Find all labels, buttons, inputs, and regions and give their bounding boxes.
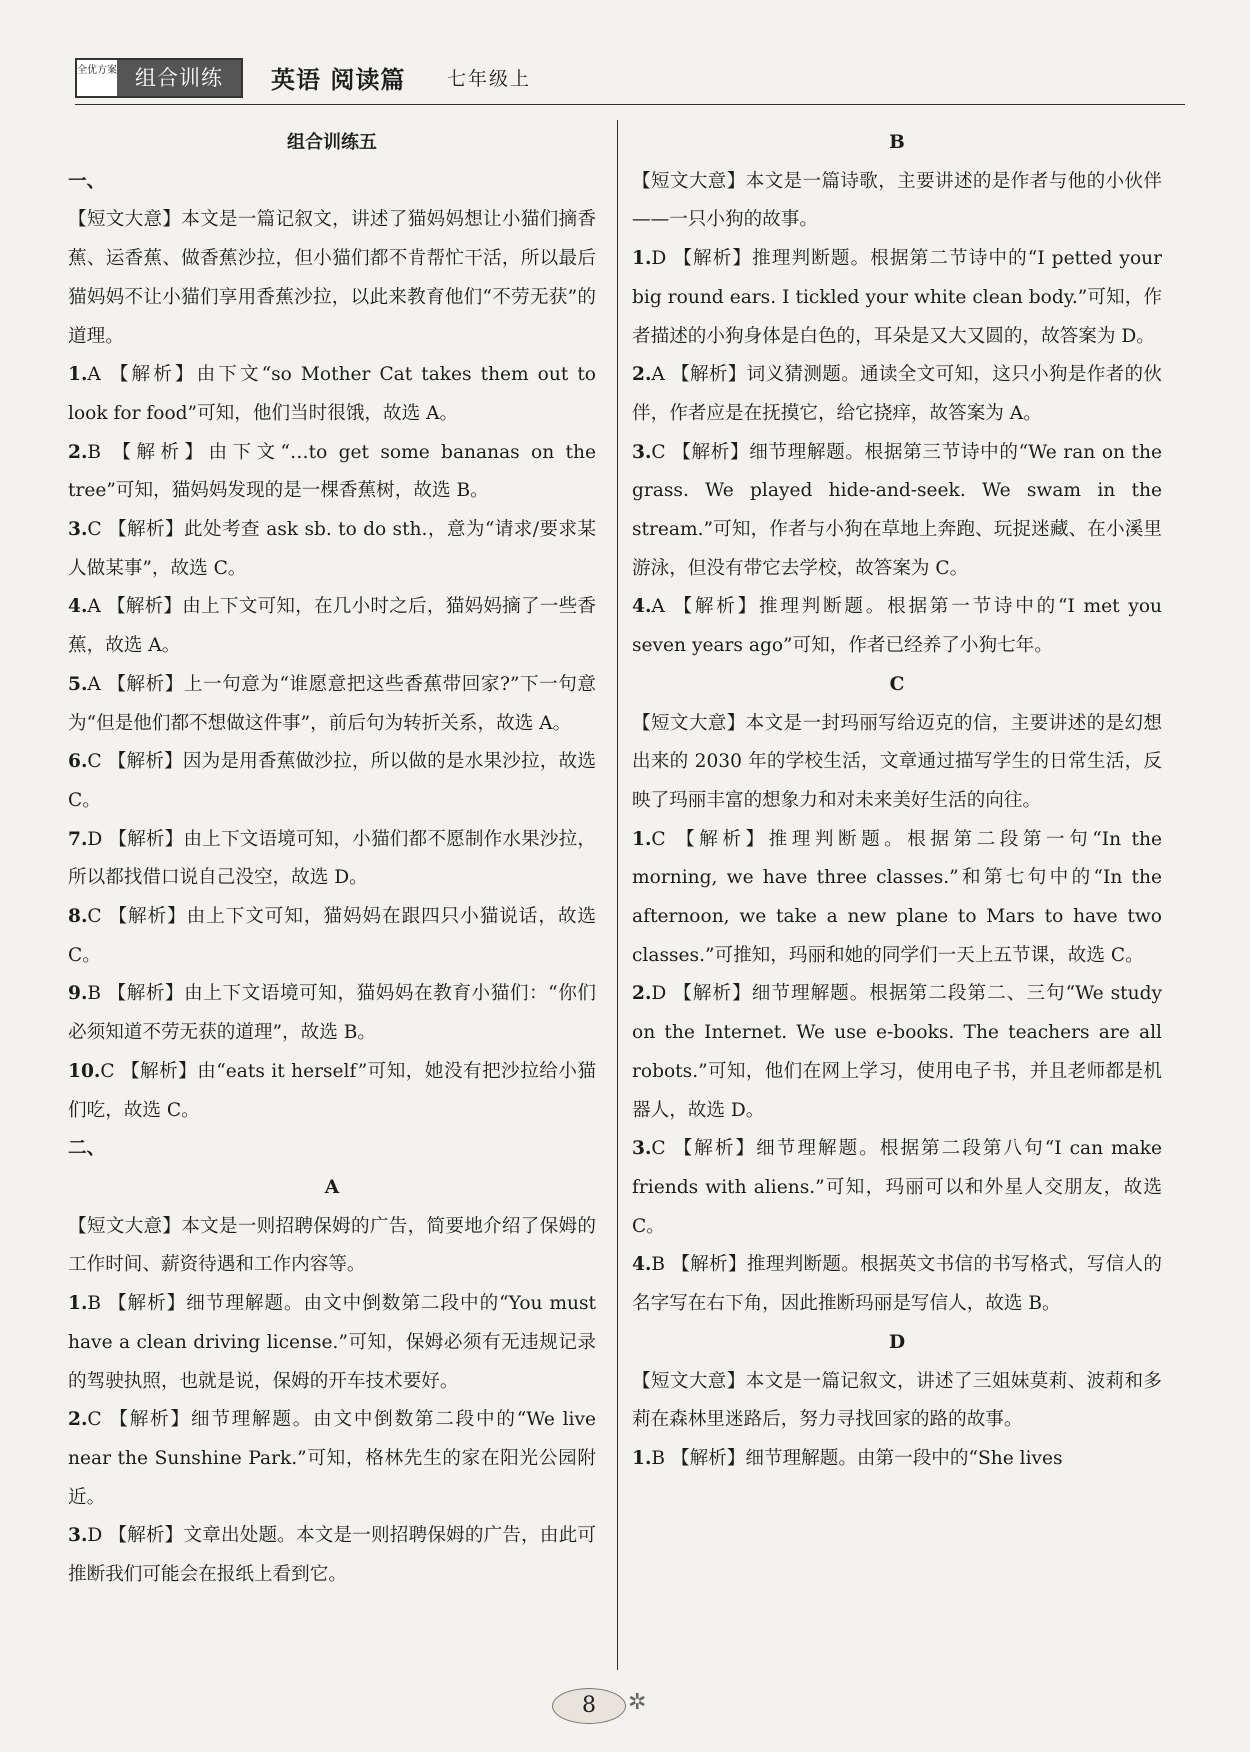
answer-number: 4. [68,596,88,618]
page-number: 8 [552,1688,626,1724]
answer-text: C 【解析】细节理解题。根据第二段第八句“I can make friends with aliens.”可知，玛丽可以和外星人交朋友，故选 C。 [632,1138,1162,1237]
answer-item [632,1246,1162,1323]
answer-list [68,1285,596,1595]
answer-item [68,1401,596,1517]
answer-item [632,1440,1162,1479]
answer-text: C 【解析】因为是用香蕉做沙拉，所以做的是水果沙拉，故选 C。 [68,751,596,811]
answer-item [68,975,596,1052]
answer-text: D 【解析】细节理解题。根据第二段第二、三句“We study on the Internet. We use e-books. The teachers are all robots.”可知，他们在网上学习，使用电子书，并且老师都是机器人，故选 D。 [632,983,1162,1121]
palm-tree-icon: ✲ [628,1690,647,1715]
badge-small-text: 全优方案 [77,60,117,96]
answer-text: A 【解析】词义猜测题。通读全文可知，这只小狗是作者的伙伴，作者应是在抚摸它，给它挠痒，故答案为 A。 [632,364,1162,424]
answer-text: A 【解析】由下文“so Mother Cat takes them out to look for food”可知，他们当时很饿，故选 A。 [68,364,596,424]
answer-text: B 【解析】由上下文语境可知，猫妈妈在教育小猫们：“你们必须知道不劳无获的道理”，故选 B。 [68,983,596,1044]
answer-number: 10. [68,1060,101,1082]
answer-item [632,434,1162,589]
answer-text: B 【解析】由下文“…to get some bananas on the tree”可知，猫妈妈发现的是一棵香蕉树，故选 B。 [68,441,596,502]
right-column [632,124,1162,1479]
answer-text: C 【解析】细节理解题。根据第三节诗中的“We ran on the grass. We played hide-and-seek. We swam in the stream.”可知，作者与小狗在草地上奔跑、玩捉迷藏、在小溪里游泳，但没有带它去学校，故答案为 C。 [632,441,1162,579]
answer-number: 3. [68,1525,88,1547]
answer-text: D 【解析】推理判断题。根据第二节诗中的“I petted your big round ears. I tickled your white clean body.”可知，作者描述的小狗身体是白色的，耳朵是又大又圆的，故答案为 D。 [632,248,1162,347]
answer-number: 2. [68,1409,88,1431]
answer-number: 2. [68,441,88,463]
answer-item [68,666,596,743]
answer-number: 1. [632,1447,652,1469]
answer-item [632,975,1162,1130]
passage-a-heading: A [324,1176,340,1198]
answer-text: A 【解析】推理判断题。根据第一节诗中的“I met you seven years ago”可知，作者已经养了小狗七年。 [632,596,1162,657]
answer-item [68,1053,596,1130]
answer-number: 1. [68,1293,88,1315]
answer-number: 1. [632,248,652,270]
answer-text: D 【解析】文章出处题。本文是一则招聘保姆的广告，由此可推断我们可能会在报纸上看到它。 [68,1525,596,1586]
answer-text: C 【解析】推理判断题。根据第二段第一句“In the morning, we have three classes.”和第七句中的“In the afternoon, we take a new plane to Mars to have two classes.”可推知，玛丽和她的同学们一天上五节课，故选 C。 [632,828,1162,966]
answer-text: A 【解析】由上下文可知，在几小时之后，猫妈妈摘了一些香蕉，故选 A。 [68,596,596,657]
left-column [68,124,596,1595]
part-one-heading: 一、 [68,170,106,192]
answer-number: 4. [632,1254,652,1276]
section-title: 组合训练五 [287,132,377,153]
summary-paragraph: 【短文大意】本文是一封玛丽写给迈克的信，主要讲述的是幻想出来的 2030 年的学校生活，文章通过描写学生的日常生活，反映了玛丽丰富的想象力和对未来美好生活的向往。 [632,712,1162,811]
grade-label: 七年级上 [447,68,532,90]
answer-number: 2. [632,364,652,386]
answer-item [68,821,596,898]
answer-list [632,240,1162,666]
answer-item [68,1285,596,1401]
badge-main-text: 组合训练 [117,60,241,96]
answer-item [68,356,596,433]
passage-c-heading: C [889,673,905,695]
answer-number: 3. [632,441,652,463]
answer-number: 7. [68,828,88,850]
answer-number: 1. [632,828,652,850]
passage-d-heading: D [888,1331,906,1353]
header-rule [75,104,1185,105]
answer-number: 3. [68,519,88,541]
answer-item [632,1130,1162,1246]
answer-number: 6. [68,751,88,773]
answer-item [632,588,1162,665]
answer-list [68,356,596,1130]
answer-text: B 【解析】细节理解题。由文中倒数第二段中的“You must have a clean driving license.”可知，保姆必须有无违规记录的驾驶执照，也就是说，保姆的开车技术要好。 [68,1293,596,1392]
answer-item [68,1517,596,1594]
answer-text: A 【解析】上一句意为“谁愿意把这些香蕉带回家?”下一句意为“但是他们都不想做这件事”，前后句为转折关系，故选 A。 [68,673,596,734]
answer-text: C 【解析】由“eats it herself”可知，她没有把沙拉给小猫们吃，故选 C。 [68,1060,596,1121]
answer-list [632,821,1162,1324]
summary-paragraph: 【短文大意】本文是一篇记叙文，讲述了三姐妹莫莉、波莉和多莉在森林里迷路后，努力寻找回家的路的故事。 [632,1370,1162,1431]
summary-paragraph: 【短文大意】本文是一篇诗歌，主要讲述的是作者与他的小伙伴——一只小狗的故事。 [632,170,1162,231]
answer-number: 5. [68,673,88,695]
answer-list [632,1440,1162,1479]
summary-paragraph: 【短文大意】本文是一篇记叙文，讲述了猫妈妈想让小猫们摘香蕉、运香蕉、做香蕉沙拉，但小猫们都不肯帮忙干活，所以最后猫妈妈不让小猫们享用香蕉沙拉，以此来教育他们“不劳无获”的道理。 [68,209,596,347]
series-badge [75,58,243,98]
answer-number: 9. [68,983,88,1005]
answer-item [632,821,1162,976]
answer-number: 1. [68,364,88,386]
answer-item [68,898,596,975]
answer-number: 4. [632,596,652,618]
book-title: 英语 阅读篇 [271,66,406,94]
answer-text: C 【解析】此处考查 ask sb. to do sth.，意为“请求/要求某人做某事”，故选 C。 [68,519,596,579]
answer-item [632,356,1162,433]
answer-number: 2. [632,983,652,1005]
answer-item [632,240,1162,356]
page-footer [548,1684,668,1726]
answer-item [68,743,596,820]
passage-b-heading: B [889,132,905,153]
column-divider [617,120,618,1670]
answer-number: 3. [632,1138,652,1160]
answer-text: C 【解析】细节理解题。由文中倒数第二段中的“We live near the Sunshine Park.”可知，格林先生的家在阳光公园附近。 [68,1409,596,1508]
summary-paragraph: 【短文大意】本文是一则招聘保姆的广告，简要地介绍了保姆的工作时间、薪资待遇和工作内容等。 [68,1215,596,1276]
answer-item [68,434,596,511]
page-header [75,56,1185,104]
answer-item [68,511,596,588]
answer-number: 8. [68,906,88,928]
answer-text: B 【解析】细节理解题。由第一段中的“She lives [651,1447,1063,1469]
answer-text: B 【解析】推理判断题。根据英文书信的书写格式，写信人的名字写在右下角，因此推断玛丽是写信人，故选 B。 [632,1254,1162,1315]
part-two-heading: 二、 [68,1138,106,1160]
answer-item [68,588,596,665]
answer-text: C 【解析】由上下文可知，猫妈妈在跟四只小猫说话，故选 C。 [68,906,596,966]
answer-text: D 【解析】由上下文语境可知，小猫们都不愿制作水果沙拉，所以都找借口说自己没空，故选 D。 [68,828,596,889]
